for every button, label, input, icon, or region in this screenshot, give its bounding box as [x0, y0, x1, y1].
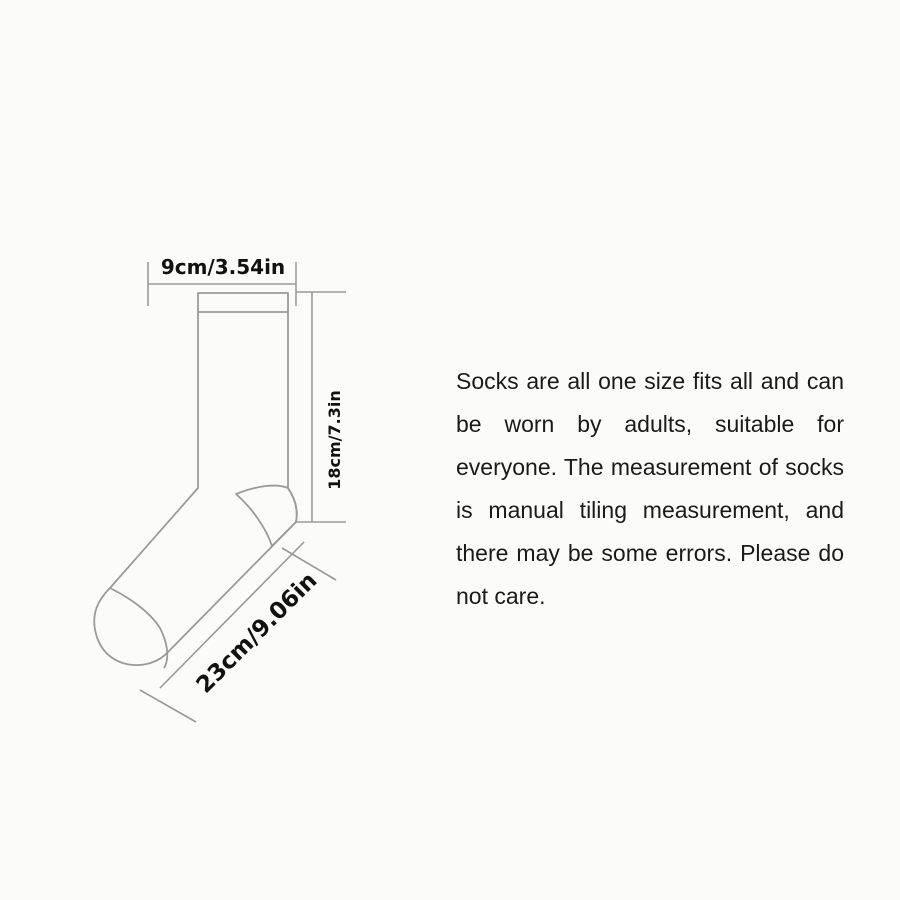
size-description: Socks are all one size fits all and can be worn by adults, suitable for everyone. The measurement of socks is manual tiling measurement, and there may be some errors. Please do not care. — [456, 368, 844, 609]
sock-heel — [236, 486, 297, 546]
length-label: 23cm/9.06in — [191, 567, 323, 699]
height-label: 18cm/7.3in — [325, 390, 344, 490]
sock-toe — [110, 588, 167, 668]
length-bottom-tick — [140, 690, 196, 722]
length-dimension — [140, 542, 336, 722]
width-label: 9cm/3.54in — [160, 255, 286, 279]
